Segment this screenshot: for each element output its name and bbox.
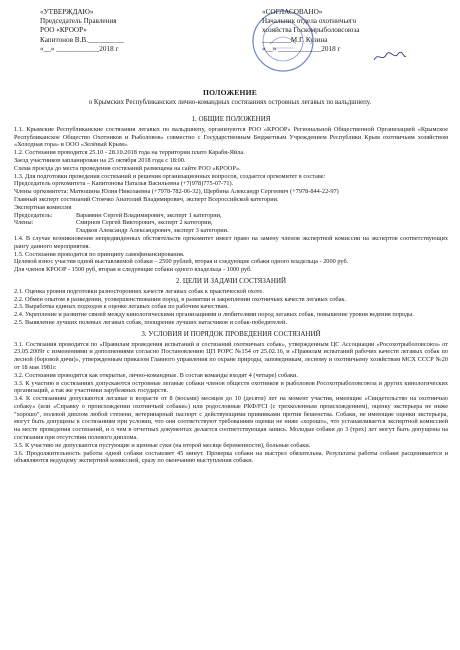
approval-line: Начальник отдела охотничьего: [262, 17, 357, 26]
expert-role: Председатель:: [14, 211, 53, 219]
expert-role-empty: [14, 227, 76, 235]
approval-signature-line: Капитонов В.В.__________: [40, 35, 124, 44]
paragraph: 2.5. Выявление лучших полевых легавых собак, поощрение лучших натасчиков и собак-победителей.: [14, 318, 287, 326]
expert-row: [14, 219, 448, 227]
approval-line: РОО «КРООР»: [40, 26, 87, 35]
document-body: [14, 112, 448, 465]
section-heading: 1. ОБЩИЕ ПОЛОЖЕНИЯ: [191, 115, 271, 123]
paragraph: 1.3. Для подготовки проведения состязаний и решения организационных вопросов, создается оргкомитет в составе:: [14, 172, 326, 180]
expert-name: Вараввин Сергей Владимирович, эксперт 1 категории,: [76, 211, 222, 219]
paragraph: 3.5. К участию не допускаются пустующие и щенные суки (на второй месяце беременности), больные собаки.: [14, 441, 311, 449]
paragraph: 2.4. Укрепление и развитие связей между кинологическими организациями и любителями пород легавых собак, повышение уровня ведения породы.: [14, 311, 414, 319]
approval-heading: «УТВЕРЖДАЮ»: [40, 8, 94, 16]
document-title: ПОЛОЖЕНИЕ: [202, 88, 258, 97]
expert-row: [14, 227, 448, 235]
paragraph: 3.2. Состязания проводятся как открытые, лично-командные. В состав команды входят 4 (четыре) собаки.: [14, 371, 298, 379]
paragraph: 3.4. К состязаниям допускаются легавые в возрасте от 8 (восьми) месяцев до 10 (десяти) лет на момент участия, имеющие «Свидетельство на охотничью собаку» (или «Справку о происхождении охотничьей собаки») или родословные РКФ/FCI (с трехколенным происхождением), оценку экстерьера не ниже "хорошо", полевой диплом любой степени, ветеринарный паспорт с действующими прививками против бешенства. Собаки, не имеющие оценки экстерьера, могут быть допущены к состязаниям при условии, что они соответствуют требованиям оценки не ниже «хорошо», что устанавливается экспертной комиссией на месте проведения состязаний, и о чем в отчетных документах делается соответствующая запись. Молодые собаки до 3 (трех) лет могут быть допущены на состязания при отсутствии полевого диплома.: [14, 395, 448, 442]
approval-date: «__» ____________2018 г: [40, 44, 119, 53]
paragraph: Председатель оргкомитета – Капитонова Наталья Васильевна (+7(978)775-07-71).: [14, 180, 234, 188]
expert-row: [14, 212, 448, 220]
section-heading: 2. ЦЕЛИ И ЗАДАЧИ СОСТЯЗАНИЙ: [175, 276, 287, 285]
paragraph: 2.1. Оценка уровня подготовки разносторонних качеств легавых собак к практической охоте.: [14, 287, 264, 295]
paragraph: Заезд участников запланирован на 25 октября 2018 года с 18:00.: [14, 156, 186, 164]
approval-date: «__» ____________2018 г: [262, 44, 341, 53]
paragraph: Целевой взнос участия одной выставляемой собаки – 2500 рублей, вторая и следующие собаки одного владельца - 2000 руб.: [14, 258, 349, 266]
section-heading: 3. УСЛОВИЯ И ПОРЯДОК ПРОВЕДЕНИЯ СОСТЯЗАНИЙ: [141, 329, 321, 338]
paragraph: 1.4. В случае возникновения непредвиденных обстоятельств оргкомитет имеет право на замену членов экспертной комиссии на экспертов соответствующих рангу данного мероприятия.: [14, 234, 448, 250]
expert-name: Гладков Александр Александрович, эксперт 3 категории.: [76, 227, 229, 235]
paragraph: 2.3. Выработка единых подходов к оценке легавых собак по рабочим качествам.: [14, 303, 229, 311]
paragraph: Экспертная комиссия: [14, 203, 72, 211]
paragraph: Для членов КРООР - 1500 руб, вторая и следующие собаки одного владельца - 1000 руб.: [14, 266, 252, 274]
paragraph: Члены оргкомитета: Матюшина Юлия Николаевна (+7978-782-06-32), Щербина Александр Сергеевич (+7978-844-22-97): [14, 188, 339, 196]
paragraph: 3.1. Состязания проводятся по «Правилам проведения испытаний и состязаний охотничьих собак», утвержденным ЦС Ассоциации «Росохотрыболовсоюз» от 23.05.2009г с изменениями и дополнениями согласно Постановлению ЦП РОРС №154 от 25.02.16, и «Правилам испытаний рабочих качеств легавых собак по лесной (боровой дичи)», утвержденным приказом Главного управления по охране природы, заповедникам, лесному и охотничьему хозяйствам МСХ СССР №20 от 18 мая 1981г.: [14, 340, 448, 371]
paragraph: Схема проезда до места проведения состязаний размещена на сайте РОО «КРООР».: [14, 164, 241, 172]
approval-heading: «СОГЛАСОВАНО»: [262, 8, 323, 16]
expert-name: Смирнов Сергей Викторович, эксперт 2 категории,: [76, 219, 213, 227]
approval-signature-line: ________М.Г. Кузина: [262, 35, 328, 44]
paragraph: 1.2. Состязания проводятся 25.10 - 28.10.2018 года на территории плато Караби-Яйла.: [14, 149, 245, 157]
document-subtitle: о Крымских Республиканских лично-командных состязаниях островных легавых по вальдшнепу.: [88, 99, 372, 106]
approval-line: хозяйства Госкомрыболовсоюза: [262, 26, 360, 35]
paragraph: Главный эксперт состязаний Стоячко Анатолий Владимирович, эксперт Всероссийской категории.: [14, 195, 279, 203]
expert-role: Члены:: [14, 219, 34, 227]
paragraph: 3.6. Продолжительность работы одной собаки составляет 45 минут. Проверка собаки на выстрел обязательна. Результаты работы собаки расцениваются и объявляются ведущему экспертной комиссией, сразу по окончанию выступления собаки.: [14, 449, 448, 465]
approval-line: Председатель Правления: [40, 17, 117, 26]
approval-block-right: [262, 8, 452, 54]
approval-block-left: [40, 8, 210, 54]
paragraph: 2.2. Обмен опытом в разведении, усовершенствовании пород, в развитии и закреплении охотничьих качеств легавых собак.: [14, 295, 347, 303]
paragraph: 1.5. Состязания проводятся по принципу самофинансирования.: [14, 250, 185, 258]
paragraph: 1.1. Крымские Республиканские состязания легавых по вальдшнепу, организуются РОО «КРООР» Региональной Общественной Организацией «Крымское Республиканское Общество Охотников и Рыболовов» совместно с Государственным Бюджетным Учреждением Республики Крым охотничьим хозяйством «Холодная гора» и ООО «Зелёный Крым».: [14, 125, 448, 149]
paragraph: 3.3. К участию в состязаниях допускаются островные легавые собаки членов обществ охотников и рыболовов Росохотрыболовсоюза и других кинологических организаций, а так же участники зарубежных государств.: [14, 379, 448, 395]
